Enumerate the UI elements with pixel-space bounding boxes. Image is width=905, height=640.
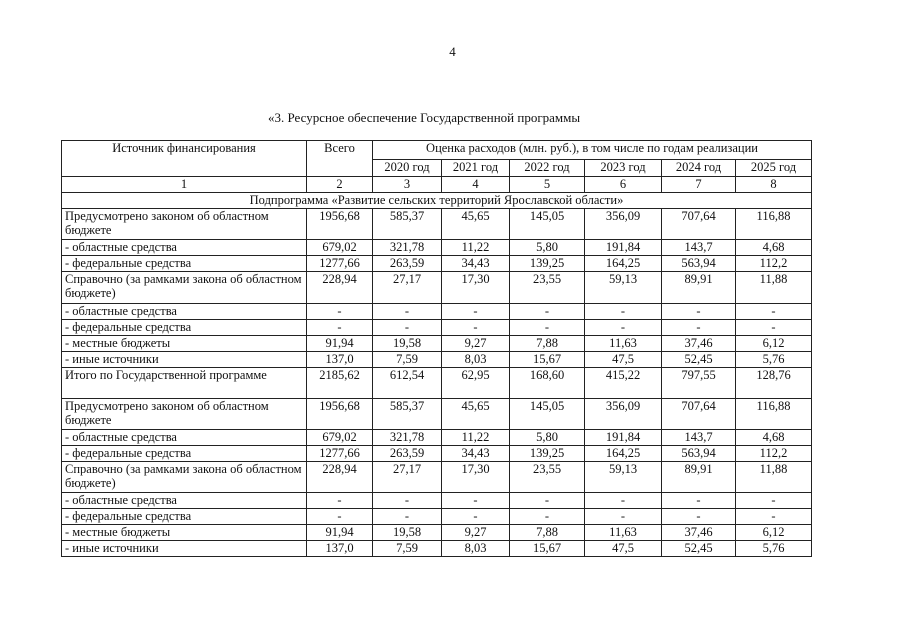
cell-value: 563,94 <box>662 446 736 462</box>
table-row <box>62 399 812 430</box>
cell-value: 15,67 <box>510 541 585 557</box>
cell-value: 89,91 <box>662 462 736 493</box>
cell-value: 6,12 <box>736 336 812 352</box>
cell-value: 191,84 <box>585 240 662 256</box>
cell-value: 45,65 <box>442 209 510 240</box>
cell-value: 7,88 <box>510 525 585 541</box>
cell-value: 91,94 <box>307 336 373 352</box>
header-total: Всего <box>307 141 373 177</box>
cell-value: 91,94 <box>307 525 373 541</box>
table-row <box>62 272 812 304</box>
cell-value: 321,78 <box>373 430 442 446</box>
row-label: - федеральные средства <box>62 320 307 336</box>
cell-value: - <box>585 320 662 336</box>
cell-value: 228,94 <box>307 462 373 493</box>
cell-value: 137,0 <box>307 352 373 368</box>
column-number: 6 <box>585 177 662 193</box>
cell-value: 34,43 <box>442 256 510 272</box>
cell-value: 52,45 <box>662 352 736 368</box>
table-row <box>62 525 812 541</box>
row-label: Предусмотрено законом об областном бюджете <box>62 209 307 240</box>
cell-value: 37,46 <box>662 336 736 352</box>
cell-value: 7,59 <box>373 541 442 557</box>
cell-value: - <box>442 304 510 320</box>
cell-value: 17,30 <box>442 272 510 304</box>
table-row <box>62 240 812 256</box>
cell-value: 11,63 <box>585 336 662 352</box>
table-row <box>62 256 812 272</box>
cell-value: 7,88 <box>510 336 585 352</box>
cell-value: 164,25 <box>585 256 662 272</box>
cell-value: - <box>442 509 510 525</box>
cell-value: 1956,68 <box>307 399 373 430</box>
cell-value: - <box>736 304 812 320</box>
cell-value: - <box>662 509 736 525</box>
header-year: 2023 год <box>585 160 662 177</box>
cell-value: - <box>736 509 812 525</box>
section-title: «3. Ресурсное обеспечение Государственной программы <box>268 110 581 125</box>
cell-value: 116,88 <box>736 209 812 240</box>
header-year: 2024 год <box>662 160 736 177</box>
cell-value: - <box>585 493 662 509</box>
cell-value: - <box>510 320 585 336</box>
row-label: Справочно (за рамками закона об областном бюджете) <box>62 272 307 304</box>
cell-value: 415,22 <box>585 368 662 399</box>
row-label: - местные бюджеты <box>62 525 307 541</box>
cell-value: 11,88 <box>736 462 812 493</box>
subprogram-title: Подпрограмма «Развитие сельских территорий Ярославской области» <box>62 193 812 209</box>
cell-value: - <box>307 304 373 320</box>
cell-value: - <box>510 493 585 509</box>
cell-value: - <box>442 320 510 336</box>
row-label: - областные средства <box>62 493 307 509</box>
cell-value: 228,94 <box>307 272 373 304</box>
cell-value: 128,76 <box>736 368 812 399</box>
cell-value: - <box>585 304 662 320</box>
cell-value: - <box>510 304 585 320</box>
cell-value: 27,17 <box>373 462 442 493</box>
cell-value: 168,60 <box>510 368 585 399</box>
cell-value: 585,37 <box>373 399 442 430</box>
cell-value: 19,58 <box>373 336 442 352</box>
cell-value: 145,05 <box>510 399 585 430</box>
cell-value: 45,65 <box>442 399 510 430</box>
column-number: 7 <box>662 177 736 193</box>
page-number: 4 <box>449 44 456 59</box>
cell-value: 37,46 <box>662 525 736 541</box>
cell-value: 356,09 <box>585 209 662 240</box>
cell-value: 139,25 <box>510 446 585 462</box>
row-label: - иные источники <box>62 541 307 557</box>
cell-value: 263,59 <box>373 256 442 272</box>
cell-value: 137,0 <box>307 541 373 557</box>
header-year: 2020 год <box>373 160 442 177</box>
table-row <box>62 509 812 525</box>
cell-value: - <box>662 320 736 336</box>
row-label: Итого по Государственной программе <box>62 368 307 399</box>
table-row <box>62 462 812 493</box>
cell-value: 1277,66 <box>307 256 373 272</box>
cell-value: 9,27 <box>442 336 510 352</box>
row-label: - иные источники <box>62 352 307 368</box>
table-row <box>62 446 812 462</box>
cell-value: 612,54 <box>373 368 442 399</box>
cell-value: 116,88 <box>736 399 812 430</box>
cell-value: 679,02 <box>307 240 373 256</box>
cell-value: - <box>307 320 373 336</box>
cell-value: 47,5 <box>585 541 662 557</box>
cell-value: 707,64 <box>662 399 736 430</box>
cell-value: 5,80 <box>510 240 585 256</box>
row-label: - областные средства <box>62 430 307 446</box>
column-number: 1 <box>62 177 307 193</box>
cell-value: 6,12 <box>736 525 812 541</box>
cell-value: - <box>510 509 585 525</box>
cell-value: 707,64 <box>662 209 736 240</box>
cell-value: 164,25 <box>585 446 662 462</box>
cell-value: 263,59 <box>373 446 442 462</box>
cell-value: 1277,66 <box>307 446 373 462</box>
cell-value: 34,43 <box>442 446 510 462</box>
cell-value: 356,09 <box>585 399 662 430</box>
cell-value: 191,84 <box>585 430 662 446</box>
cell-value: 15,67 <box>510 352 585 368</box>
cell-value: 11,63 <box>585 525 662 541</box>
cell-value: 145,05 <box>510 209 585 240</box>
cell-value: 563,94 <box>662 256 736 272</box>
cell-value: - <box>662 304 736 320</box>
cell-value: 59,13 <box>585 272 662 304</box>
table-row <box>62 304 812 320</box>
cell-value: - <box>585 509 662 525</box>
table-row <box>62 320 812 336</box>
cell-value: 9,27 <box>442 525 510 541</box>
cell-value: 4,68 <box>736 240 812 256</box>
cell-value: 679,02 <box>307 430 373 446</box>
cell-value: 1956,68 <box>307 209 373 240</box>
cell-value: 23,55 <box>510 462 585 493</box>
header-source: Источник финансирования <box>62 141 307 177</box>
table-row <box>62 493 812 509</box>
cell-value: 7,59 <box>373 352 442 368</box>
cell-value: 11,88 <box>736 272 812 304</box>
row-label: Предусмотрено законом об областном бюджете <box>62 399 307 430</box>
cell-value: - <box>373 320 442 336</box>
cell-value: 112,2 <box>736 256 812 272</box>
cell-value: 4,68 <box>736 430 812 446</box>
cell-value: 59,13 <box>585 462 662 493</box>
cell-value: 62,95 <box>442 368 510 399</box>
cell-value: 11,22 <box>442 240 510 256</box>
cell-value: - <box>442 493 510 509</box>
cell-value: - <box>307 493 373 509</box>
table-row <box>62 430 812 446</box>
table-row <box>62 209 812 240</box>
cell-value: 89,91 <box>662 272 736 304</box>
resource-table <box>61 140 812 557</box>
cell-value: 585,37 <box>373 209 442 240</box>
row-label: - областные средства <box>62 304 307 320</box>
cell-value: 27,17 <box>373 272 442 304</box>
cell-value: 23,55 <box>510 272 585 304</box>
cell-value: 797,55 <box>662 368 736 399</box>
column-number: 8 <box>736 177 812 193</box>
row-label: - местные бюджеты <box>62 336 307 352</box>
cell-value: 139,25 <box>510 256 585 272</box>
row-label: - областные средства <box>62 240 307 256</box>
cell-value: 8,03 <box>442 541 510 557</box>
table-row <box>62 336 812 352</box>
table-row <box>62 368 812 399</box>
table-row <box>62 352 812 368</box>
cell-value: 19,58 <box>373 525 442 541</box>
column-number: 4 <box>442 177 510 193</box>
cell-value: 321,78 <box>373 240 442 256</box>
column-number: 2 <box>307 177 373 193</box>
cell-value: 5,76 <box>736 352 812 368</box>
cell-value: 47,5 <box>585 352 662 368</box>
cell-value: - <box>662 493 736 509</box>
cell-value: 5,80 <box>510 430 585 446</box>
table-row <box>62 541 812 557</box>
column-number: 3 <box>373 177 442 193</box>
cell-value: 2185,62 <box>307 368 373 399</box>
column-number: 5 <box>510 177 585 193</box>
cell-value: - <box>373 493 442 509</box>
cell-value: 52,45 <box>662 541 736 557</box>
header-year: 2025 год <box>736 160 812 177</box>
header-year: 2022 год <box>510 160 585 177</box>
cell-value: 17,30 <box>442 462 510 493</box>
cell-value: - <box>736 493 812 509</box>
header-estimate: Оценка расходов (млн. руб.), в том числе по годам реализации <box>373 141 812 160</box>
header-year: 2021 год <box>442 160 510 177</box>
cell-value: 5,76 <box>736 541 812 557</box>
row-label: - федеральные средства <box>62 446 307 462</box>
row-label: Справочно (за рамками закона об областном бюджете) <box>62 462 307 493</box>
cell-value: 112,2 <box>736 446 812 462</box>
row-label: - федеральные средства <box>62 256 307 272</box>
row-label: - федеральные средства <box>62 509 307 525</box>
cell-value: - <box>736 320 812 336</box>
cell-value: - <box>373 304 442 320</box>
cell-value: - <box>307 509 373 525</box>
cell-value: 8,03 <box>442 352 510 368</box>
cell-value: 143,7 <box>662 240 736 256</box>
cell-value: 11,22 <box>442 430 510 446</box>
cell-value: - <box>373 509 442 525</box>
cell-value: 143,7 <box>662 430 736 446</box>
